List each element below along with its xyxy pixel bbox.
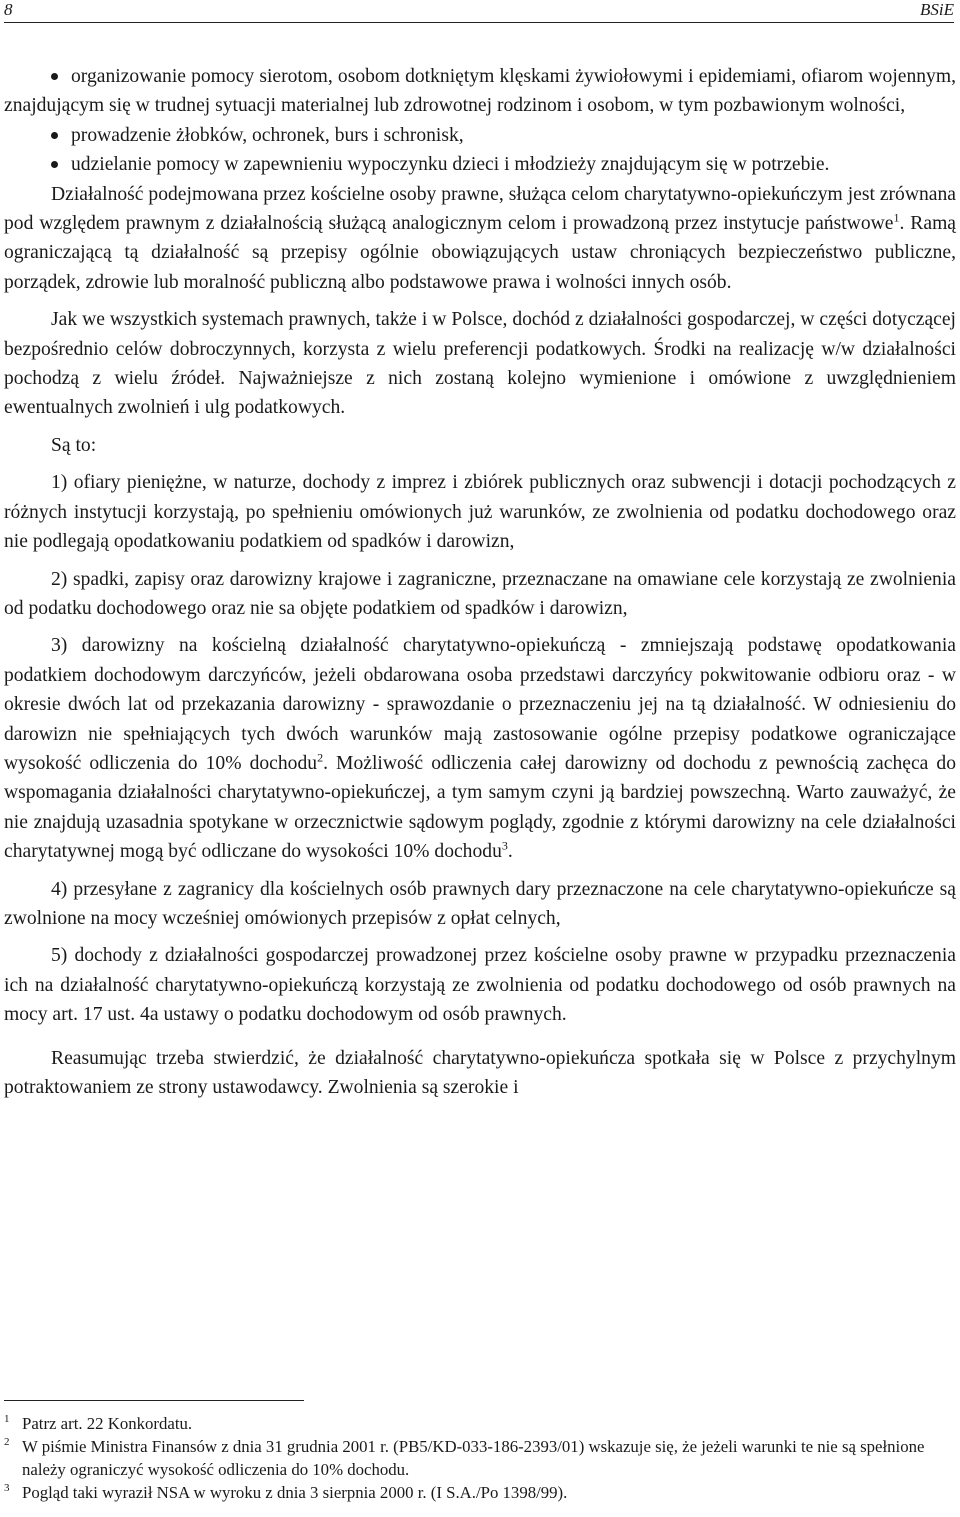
body-text xyxy=(4,62,956,1102)
footnote: 3 Pogląd taki wyraził NSA w wyroku z dnia 3 sierpnia 2000 r. (I S.A./Po 1398/99). xyxy=(4,1482,568,1502)
footnotes xyxy=(4,1412,956,1504)
list-item: organizowanie pomocy sierotom, osobom dotkniętym klęskami żywiołowymi i epidemiami, ofiarom wojennym, znajdującym się w trudnej sytuacji materialnej lub zdrowotnej rodzinom i osobom, w tym pozbawionym wolności, xyxy=(4,66,956,117)
footnote-divider xyxy=(4,1400,304,1401)
running-header xyxy=(4,0,954,23)
paragraph: Reasumując trzeba stwierdzić, że działalność charytatywno-opiekuńcza spotkała się w Polsce z przychylnym potraktowaniem ze strony ustawodawcy. Zwolnienia są szerokie i xyxy=(4,1047,956,1098)
paragraph: Działalność podejmowana przez kościelne osoby prawne, służąca celom charytatywno-opiekuńczym jest zrównana pod względem prawnym z działalnością służącą analogicznym celom i prowadzoną przez instytucje państwowe$^1$. Ramą ograniczającą tą działalność są przepisy ogólnie obowiązujących ustaw chroniących bezpieczeństwo publiczne, porządek, zdrowie lub moralność publiczną albo podstawowe prawa i wolności innych osób. xyxy=(4,183,957,293)
paragraph: Jak we wszystkich systemach prawnych, także i w Polsce, dochód z działalności gospodarczej, w części dotyczącej bezpośrednio celów dobroczynnych, korzysta z wielu preferencji podatkowych. Środki na realizację w/w działalności pochodzą z wielu źródeł. Najważniejsze z nich zostaną kolejno wymienione i omówione z uwzględnieniem ewentualnych zwolnień i ulg podatkowych. xyxy=(4,309,956,419)
page-number: 8 xyxy=(4,0,13,19)
list-item: 2) spadki, zapisy oraz darowizny krajowe i zagraniczne, przeznaczane na omawiane cele korzystają ze zwolnienia od podatku dochodowego oraz nie sa objęte podatkiem od spadków i darowizn, xyxy=(4,568,956,619)
list-item: 4) przesyłane z zagranicy dla kościelnych osób prawnych dary przeznaczone na cele charytatywno-opiekuńcze są zwolnione na mocy wcześniej omówionych przepisów z opłat celnych, xyxy=(4,878,956,929)
footnote: 1 Patrz art. 22 Konkordatu. xyxy=(4,1413,193,1433)
list-item: 3) darowizny na kościelną działalność charytatywno-opiekuńczą - zmniejszają podstawę opodatkowania podatkiem dochodowym darczyńców, jeżeli obdarowana osoba przedstawi darczyńcy pokwitowanie odbioru oraz - w okresie dwóch lat od przekazania darowizny - sprawozdanie o przeznaczeniu jej na tą działalność. W odniesieniu do darowizn nie spełniających tych dwóch warunków mają zastosowanie ogólne przepisy podatkowe ograniczające wysokość odliczenia do 10% dochodu$^2$. Możliwość odliczenia całej darowizny od dochodu z pewnością zachęca do wspomagania działalności charytatywno-opiekuńczej, a tym samym czyni ją bardziej powszechną. Warto zauważyć, że nie znajdują uzasadnia spotykane w orzecznictwie sądowym poglądy, zgodnie z którymi darowizny na cele działalności charytatywnej mogą być odliczane do wysokości 10% dochodu$^3$. xyxy=(4,635,956,863)
bullet-icon xyxy=(51,161,58,168)
list-item: prowadzenie żłobków, ochronek, burs i schronisk, xyxy=(4,121,956,150)
paragraph: Są to: xyxy=(51,434,97,456)
list-item: 5) dochody z działalności gospodarczej prowadzonej przez kościelne osoby prawne w przypadku przeznaczenia ich na działalność charytatywno-opiekuńczą korzystają ze zwolnienia od podatku dochodowego od osób prawnych na mocy art. 17 ust. 4a ustawy o podatku dochodowym od osób prawnych. xyxy=(4,945,956,1026)
bullet-icon xyxy=(51,132,58,139)
list-item: udzielanie pomocy w zapewnieniu wypoczynku dzieci i młodzieży znajdującym się w potrzebie. xyxy=(4,150,956,179)
footnote-ref: 3 xyxy=(501,838,508,853)
list-item: 1) ofiary pieniężne, w naturze, dochody z imprez i zbiórek publicznych oraz subwencji i dotacji pochodzących z różnych instytucji korzystają, po spełnieniu omówionych już warunków, ze zwolnienia od podatku dochodowego oraz nie podlegają opodatkowaniu podatkiem od spadków i darowizn, xyxy=(4,472,956,553)
footnote-ref: 1 xyxy=(893,210,900,225)
bullet-icon xyxy=(51,73,58,80)
journal-title: BSiE xyxy=(920,0,954,19)
footnote-ref: 2 xyxy=(317,750,324,765)
footnote: 2 W piśmie Ministra Finansów z dnia 31 grudnia 2001 r. (PB5/KD-033-186-2393/01) wskazuje się, że jeżeli warunki te nie są spełnione należy ograniczyć wysokość odliczenia do 10% dochodu. xyxy=(4,1436,925,1479)
